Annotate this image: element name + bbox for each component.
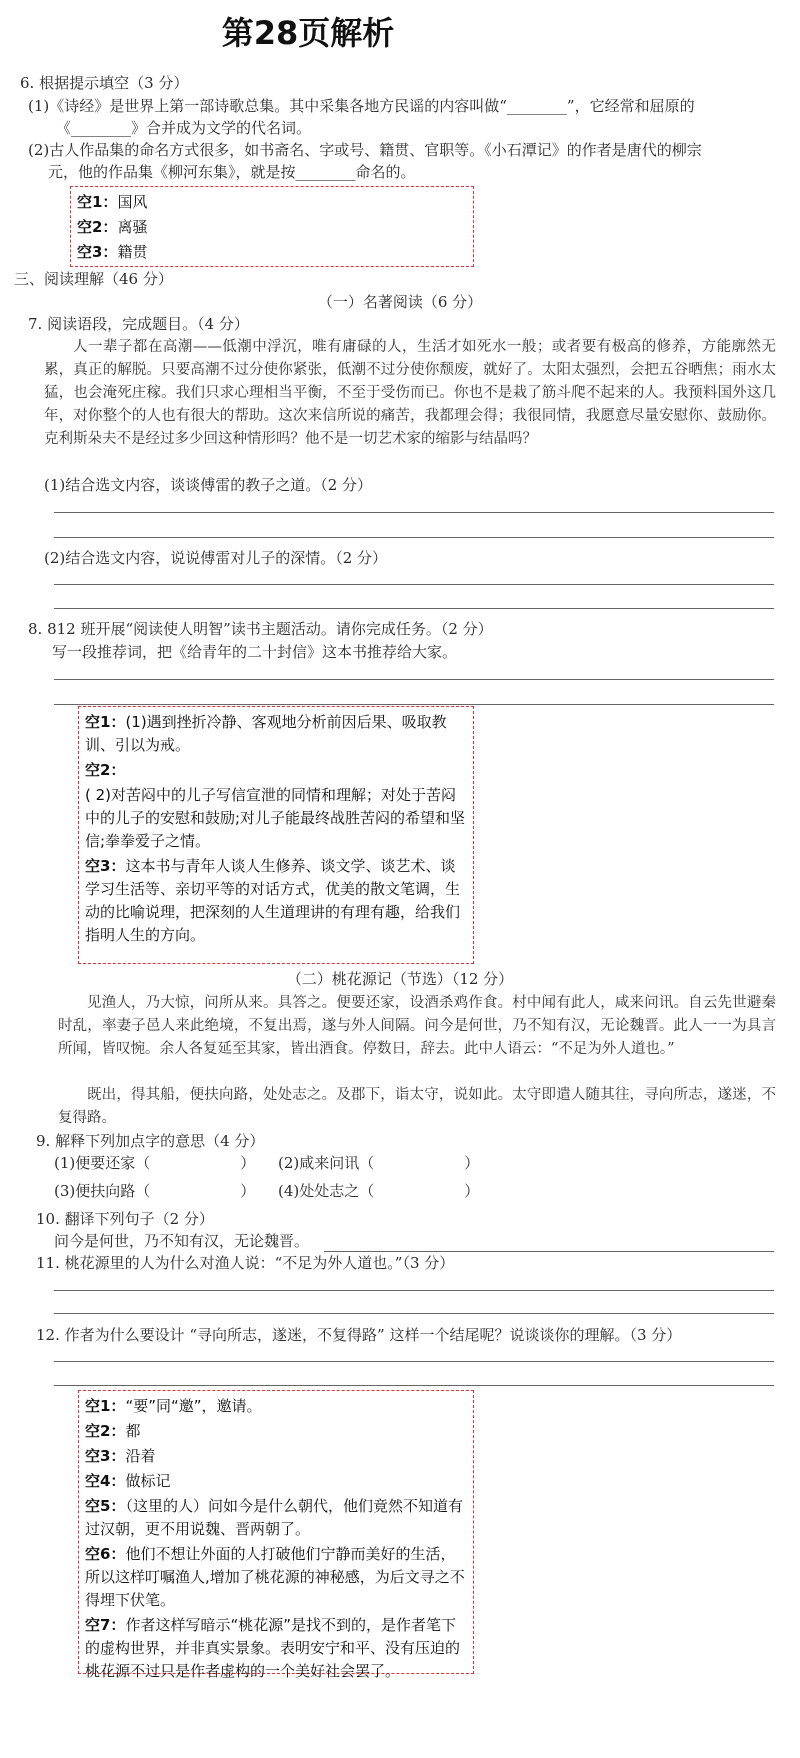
q6-part2-line2: 元，他的作品集《柳河东集》，就是按________命名的。 bbox=[48, 163, 416, 181]
q10-sentence: 问今是何世，乃不知有汉，无论魏晋。 bbox=[54, 1232, 310, 1250]
answer-line bbox=[54, 1385, 774, 1386]
answer-item: 空3：籍贯 bbox=[77, 243, 148, 261]
q9-item-1: (1)便要还家（ ） bbox=[54, 1154, 256, 1172]
answer-item: 空1：(1)遇到挫折冷静、客观地分析前因后果、吸取教训、引以为戒。 bbox=[85, 713, 447, 754]
answer-line bbox=[54, 1313, 774, 1314]
q9-heading: 9. 解释下列加点字的意思（4 分） bbox=[36, 1132, 265, 1150]
q6-part1-line1: (1)《诗经》是世界上第一部诗歌总集。其中采集各地方民谣的内容叫做“________”，它经常和屈原的 bbox=[28, 97, 695, 115]
q10-heading: 10. 翻译下列句子（2 分） bbox=[36, 1210, 214, 1228]
answer-line bbox=[54, 679, 774, 680]
answer-line bbox=[54, 1290, 774, 1291]
taohuayuan-passage-2: 既出，得其船，便扶向路，处处志之。及郡下，诣太守，说如此。太守即遣人随其往，寻向所志，遂迷，不复得路。 bbox=[58, 1087, 776, 1126]
section-heading: 三、阅读理解（46 分） bbox=[14, 270, 173, 288]
q6-part1-line2: 《________》合并成为文学的代名词。 bbox=[56, 119, 312, 137]
q8-task: 写一段推荐词，把《给青年的二十封信》这本书推荐给大家。 bbox=[52, 643, 458, 661]
q8-heading: 8. 812 班开展“阅读使人明智”读书主题活动。请你完成任务。（2 分） bbox=[28, 620, 493, 638]
answer-box-q9-q12 bbox=[78, 1390, 474, 1680]
q6-heading: 6. 根据提示填空（3 分） bbox=[20, 74, 189, 92]
taohuayuan-passage-1: 见渔人，乃大惊，问所从来。具答之。便要还家，设酒杀鸡作食。村中闻有此人，咸来问讯。自云先世避秦时乱，率妻子邑人来此绝境，不复出焉，遂与外人间隔。问今是何世，乃不知有汉，无论魏晋。此人一一为具言所闻，皆叹惋。余人各复延至其家，皆出酒食。停数日，辞去。此中人语云：“不足为外人道也。” bbox=[58, 995, 776, 1057]
answer-item: 空7：作者这样写暗示“桃花源”是找不到的，是作者笔下的虚构世界，并非真实景象。表明安宁和平、没有压迫的桃花源不过只是作者虚构的一个美好社会罢了。 bbox=[85, 1616, 461, 1680]
answer-item: 空5：（这里的人）问如今是什么朝代，他们竟然不知道有过汉朝，更不用说魏、晋两朝了。 bbox=[85, 1497, 463, 1538]
answer-item: 空2：离骚 bbox=[77, 218, 148, 236]
answer-item: 空2： bbox=[85, 761, 126, 779]
answer-line bbox=[54, 1361, 774, 1362]
q9-item-3: (3)便扶向路（ ） bbox=[54, 1182, 256, 1200]
answer-box-q6 bbox=[70, 186, 474, 267]
q9-item-2: (2)咸来问讯（ ） bbox=[278, 1154, 480, 1172]
answer-item: 空2：都 bbox=[85, 1422, 141, 1440]
answer-item: 空3：这本书与青年人谈人生修养、谈文学、谈艺术、谈学习生活等、亲切平等的对话方式，优美的散文笔调，生动的比喻说理，把深刻的人生道理讲的有理有趣，给我们指明人生的方向。 bbox=[85, 857, 461, 944]
answer-item: 空6：他们不想让外面的人打破他们宁静而美好的生活，所以这样叮嘱渔人,增加了桃花源的神秘感，为后文寻之不得埋下伏笔。 bbox=[85, 1545, 465, 1609]
answer-line bbox=[54, 704, 774, 705]
answer-line bbox=[54, 537, 774, 538]
q7-passage: 人一辈子都在高潮——低潮中浮沉，唯有庸碌的人，生活才如死水一般；或者要有极高的修养，方能廓然无累，真正的解脱。只要高潮不过分使你紧张，低潮不过分使你颓废，就好了。太阳太强烈，会把五谷晒焦；雨水太猛，也会淹死庄稼。我们只求心理相当平衡，不至于受伤而已。你也不是栽了筋斗爬不起来的人。我预料国外这几年，对你整个的人也有很大的帮助。这次来信所说的痛苦，我都理会得；我很同情，我愿意尽量安慰你、鼓励你。克利斯朵夫不是经过多少回这种情形吗？他不是一切艺术家的缩影与结晶吗？ bbox=[44, 339, 776, 447]
q9-item-4: (4)处处志之（ ） bbox=[278, 1182, 480, 1200]
answer-item: 空1：“要”同“邀”，邀请。 bbox=[85, 1397, 262, 1415]
answer-line bbox=[54, 512, 774, 513]
answer-item: ( 2)对苦闷中的儿子写信宣泄的同情和理解；对处于苦闷中的儿子的安慰和鼓励;对儿子能最终战胜苦闷的希望和坚信;拳拳爱子之情。 bbox=[85, 786, 466, 850]
q11-heading: 11. 桃花源里的人为什么对渔人说：“不足为外人道也。”（3 分） bbox=[36, 1254, 455, 1272]
answer-item: 空4：做标记 bbox=[85, 1472, 171, 1490]
q12-heading: 12. 作者为什么要设计 “寻向所志，遂迷，不复得路” 这样一个结尾呢？说谈谈你的理解。（3 分） bbox=[36, 1326, 682, 1344]
page-title: 第28页解析 bbox=[221, 14, 395, 52]
answer-box-q7-q8 bbox=[78, 706, 474, 964]
subsection-heading: （二）桃花源记（节选）（12 分） bbox=[286, 970, 514, 988]
answer-line bbox=[54, 608, 774, 609]
q6-part2-line1: (2)古人作品集的命名方式很多，如书斋名、字或号、籍贯、官职等。《小石潭记》的作者是唐代的柳宗 bbox=[28, 141, 702, 159]
answer-line bbox=[54, 584, 774, 585]
q7-heading: 7. 阅读语段，完成题目。（4 分） bbox=[28, 315, 249, 333]
q7-sub2: (2)结合选文内容，说说傅雷对儿子的深情。（2 分） bbox=[44, 549, 388, 567]
q7-sub1: (1)结合选文内容，谈谈傅雷的教子之道。（2 分） bbox=[44, 476, 373, 494]
answer-item: 空1：国风 bbox=[77, 193, 148, 211]
answer-item: 空3：沿着 bbox=[85, 1447, 156, 1465]
subsection-heading: （一）名著阅读（6 分） bbox=[317, 293, 483, 311]
